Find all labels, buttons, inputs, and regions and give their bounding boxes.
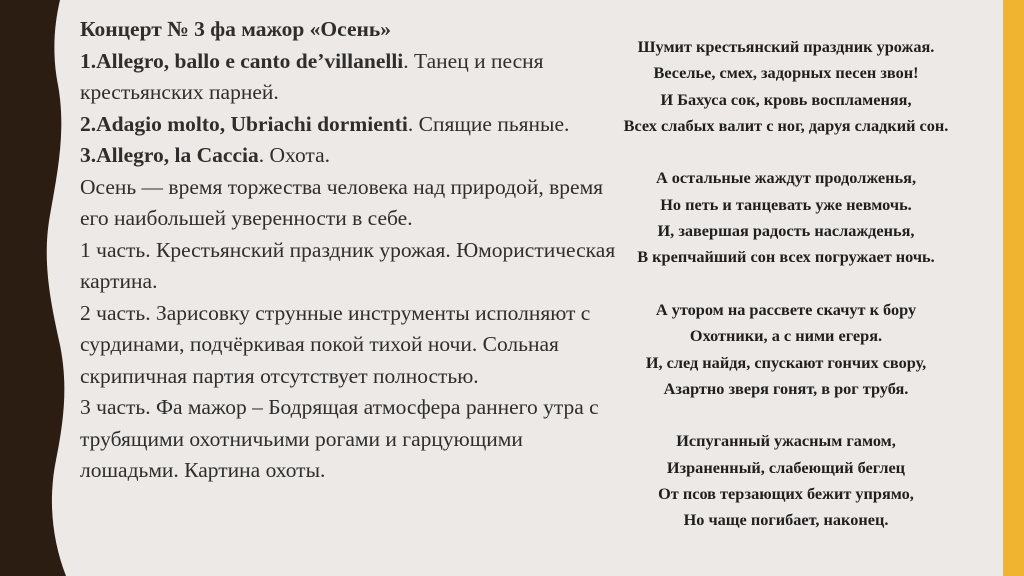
poem-line: Испуганный ужасным гамом, xyxy=(676,431,896,451)
page-title: Концерт № 3 фа мажор «Осень» xyxy=(80,17,392,41)
paragraph: Осень — время торжества человека над природой, время его наибольшей уверенности в себе. xyxy=(80,174,604,230)
part-2-tempo: 2.Adagio molto, Ubriachi dormienti xyxy=(80,111,408,136)
part-2 xyxy=(80,109,620,141)
part-3-desc: . Охота. xyxy=(258,143,330,167)
poem-line: От псов терзающих бежит упрямо, xyxy=(658,484,914,504)
poem-line: Израненный, слабеющий беглец xyxy=(666,457,906,477)
poem-stanza xyxy=(576,428,996,533)
poem-line: И, след найдя, спускают гончих свору, xyxy=(645,352,927,372)
main-text xyxy=(80,14,620,487)
part-3 xyxy=(80,140,620,172)
poem xyxy=(576,34,996,534)
poem-stanza xyxy=(576,34,996,139)
part-2-desc: . Спящие пьяные. xyxy=(407,111,570,136)
part-3-tempo: 3.Allegro, la Caccia xyxy=(80,143,259,167)
poem-line: Всех слабых валит с ног, даруя сладкий сон. xyxy=(623,115,949,135)
poem-line: Но чаще погибает, наконец. xyxy=(683,510,889,530)
poem-line: И, завершая радость наслажденья, xyxy=(657,221,915,241)
accent-bar xyxy=(1003,0,1024,576)
poem-line: Веселье, смех, задорных песен звон! xyxy=(653,63,919,83)
part-1-tempo: 1.Allegro, ballo e canto de’villanelli xyxy=(80,48,404,73)
paragraph: 3 часть. Фа мажор – Бодрящая атмосфера раннего утра с трубящими охотничьими рогами и гарцующими лошадьми. Картина охоты. xyxy=(80,395,599,482)
poem-line: Шумит крестьянский праздник урожая. xyxy=(637,37,935,56)
poem-line: А остальные жаждут продолженья, xyxy=(655,168,917,188)
poem-line: Но петь и танцевать уже невмочь. xyxy=(660,194,912,214)
poem-line: В крепчайший сон всех погружает ночь. xyxy=(637,247,935,267)
paragraph: 1 часть. Крестьянский праздник урожая. Юмористическая картина. xyxy=(80,237,616,293)
poem-stanza xyxy=(576,297,996,402)
poem-line: Охотники, а с ними егеря. xyxy=(689,326,883,346)
poem-line: И Бахуса сок, кровь воспламеняя, xyxy=(660,89,912,109)
part-1 xyxy=(80,46,620,109)
poem-line: Азартно зверя гонят, в рог трубя. xyxy=(663,378,909,398)
poem-stanza xyxy=(576,165,996,270)
paragraph: 2 часть. Зарисовку струнные инструменты исполняют с сурдинами, подчёркивая покой тихой ночи. Сольная скрипичная партия отсутствует полностью. xyxy=(80,300,591,388)
part-1-desc: . Танец и песня крестьянских парней. xyxy=(80,48,544,104)
poem-line: А утором на рассвете скачут к бору xyxy=(655,299,917,319)
